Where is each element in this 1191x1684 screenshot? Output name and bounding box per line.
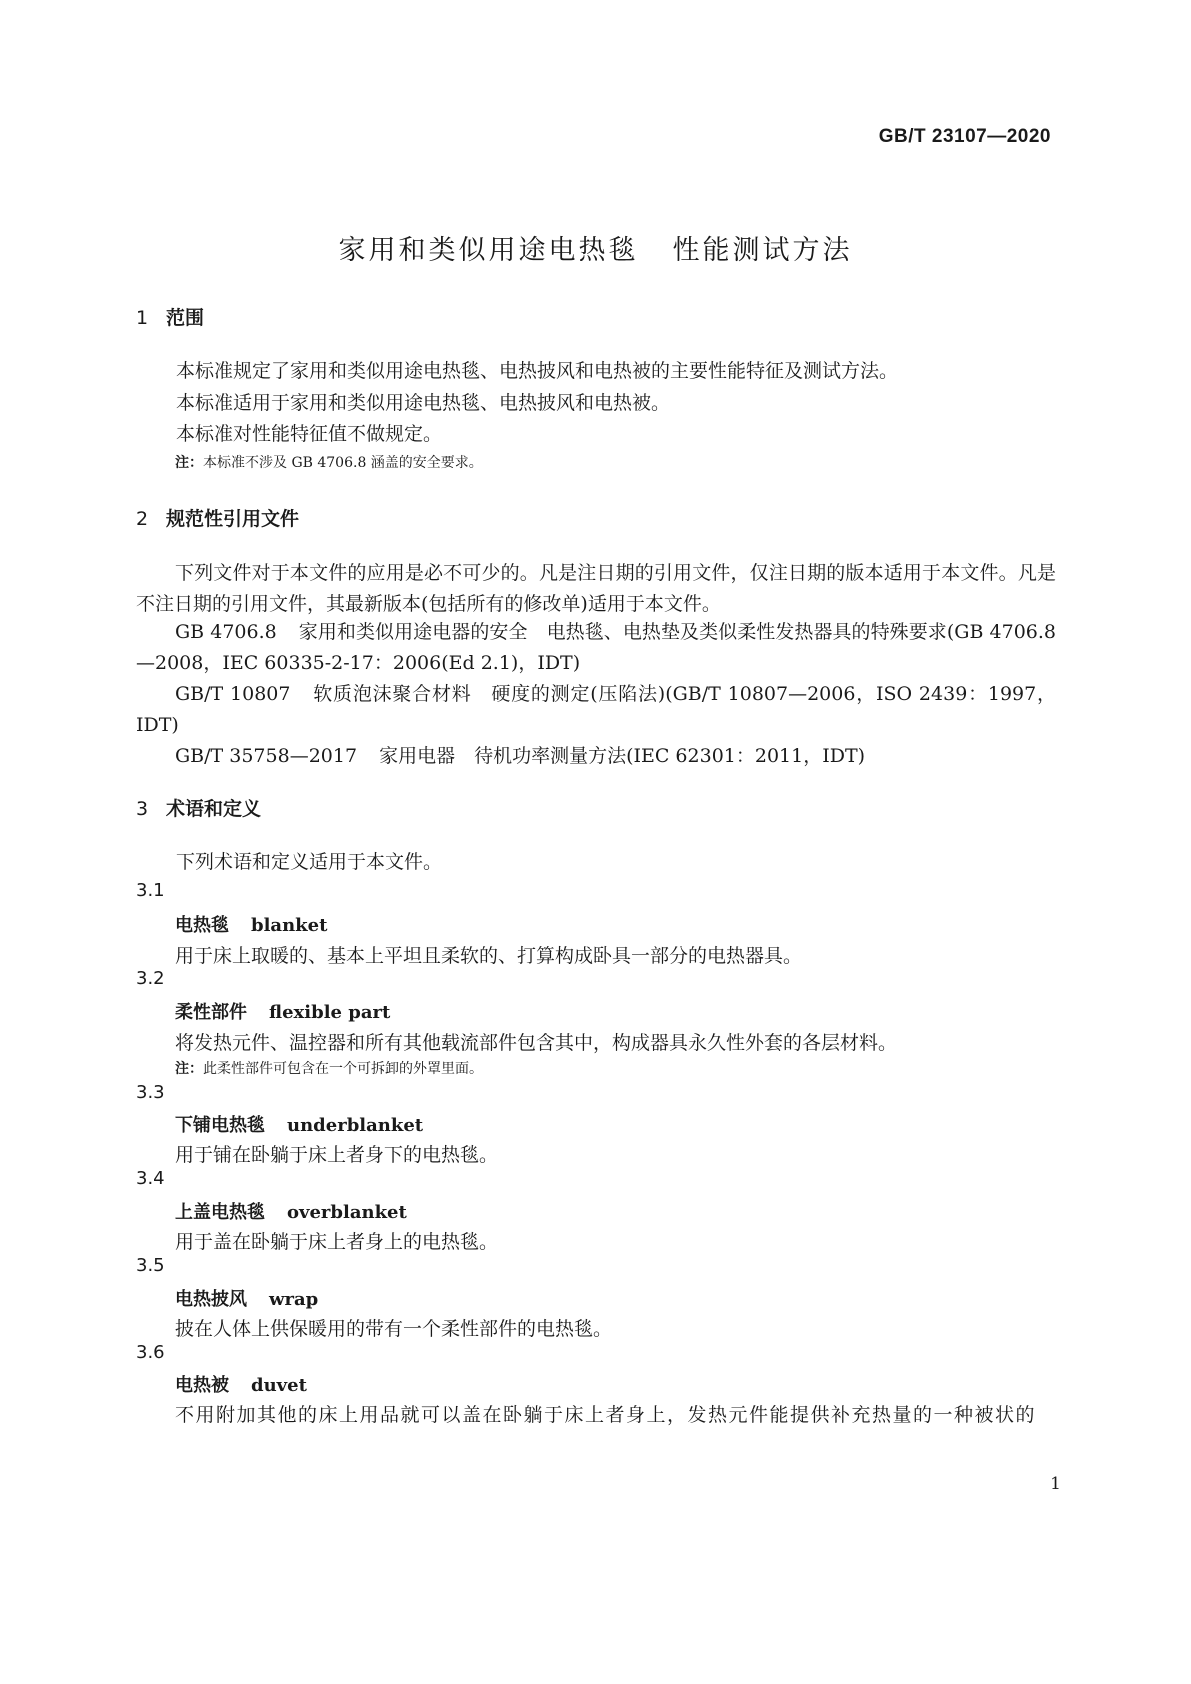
term-cn: 下铺电热毯	[175, 1115, 265, 1136]
note	[175, 1058, 483, 1078]
reference-item	[136, 617, 1056, 679]
term-en: wrap	[269, 1289, 319, 1310]
paragraph: 本标准规定了家用和类似用途电热毯、电热披风和电热被的主要性能特征及测试方法。	[176, 360, 899, 382]
term-number: 3.6	[136, 1342, 165, 1363]
standard-number: GB/T 23107—2020	[878, 126, 1051, 147]
term-en: duvet	[251, 1375, 307, 1396]
term-definition: 将发热元件、温控器和所有其他载流部件包含其中，构成器具永久性外套的各层材料。	[175, 1032, 898, 1054]
reference-item	[136, 679, 1056, 741]
note-text: 本标准不涉及 GB 4706.8 涵盖的安全要求。	[203, 455, 483, 471]
section-title: 范围	[166, 307, 205, 329]
term-en: flexible part	[269, 1002, 391, 1023]
note	[175, 452, 483, 472]
section-number: 1	[136, 307, 149, 329]
term-definition: 披在人体上供保暖用的带有一个柔性部件的电热毯。	[175, 1318, 613, 1340]
term-heading	[175, 1198, 407, 1224]
term-cn: 电热披风	[175, 1289, 247, 1310]
title-part-1: 家用和类似用途电热毯	[338, 235, 639, 266]
term-number: 3.2	[136, 968, 165, 989]
term-definition: 用于铺在卧躺于床上者身下的电热毯。	[175, 1144, 499, 1166]
term-cn: 电热毯	[175, 915, 229, 936]
term-cn: 上盖电热毯	[175, 1202, 265, 1223]
note-label: 注：	[175, 455, 203, 471]
paragraph: 本标准适用于家用和类似用途电热毯、电热披风和电热被。	[176, 392, 671, 414]
note-text: 此柔性部件可包含在一个可拆卸的外罩里面。	[203, 1061, 483, 1077]
reference-code: GB/T 35758—2017	[175, 745, 358, 767]
term-heading	[175, 1111, 423, 1137]
term-en: blanket	[251, 915, 328, 936]
section-3-heading	[136, 794, 261, 821]
section-2-heading	[136, 504, 299, 531]
term-heading	[175, 1285, 318, 1311]
term-number: 3.1	[136, 880, 165, 901]
section-number: 2	[136, 508, 149, 530]
term-number: 3.4	[136, 1168, 165, 1189]
section-title: 术语和定义	[166, 798, 262, 820]
term-cn: 电热被	[175, 1375, 229, 1396]
paragraph: 下列术语和定义适用于本文件。	[176, 851, 443, 873]
document-title	[0, 228, 1191, 267]
paragraph: 下列文件对于本文件的应用是必不可少的。凡是注日期的引用文件，仅注日期的版本适用于本文件。凡是不注日期的引用文件，其最新版本(包括所有的修改单)适用于本文件。	[136, 562, 1056, 615]
reference-title: 家用电器 待机功率测量方法(IEC 62301：2011，IDT)	[379, 745, 866, 767]
term-heading	[175, 1371, 307, 1397]
term-en: overblanket	[287, 1202, 407, 1223]
term-number: 3.3	[136, 1082, 165, 1103]
term-heading	[175, 911, 327, 937]
note-label: 注：	[175, 1061, 203, 1077]
term-definition: 不用附加其他的床上用品就可以盖在卧躺于床上者身上，发热元件能提供补充热量的一种被状的	[175, 1404, 1037, 1426]
term-en: underblanket	[287, 1115, 424, 1136]
reference-title: 软质泡沫聚合材料 硬度的测定(压陷法)(GB/T 10807—2006，ISO 2439：1997，IDT)	[136, 683, 1056, 736]
term-cn: 柔性部件	[175, 1002, 247, 1023]
section-number: 3	[136, 798, 149, 820]
page-number: 1	[1050, 1474, 1061, 1494]
title-part-2: 性能测试方法	[672, 235, 853, 266]
reference-code: GB/T 10807	[175, 683, 291, 705]
term-definition: 用于盖在卧躺于床上者身上的电热毯。	[175, 1231, 499, 1253]
term-number: 3.5	[136, 1255, 165, 1276]
section-title: 规范性引用文件	[166, 508, 300, 530]
term-definition: 用于床上取暖的、基本上平坦且柔软的、打算构成卧具一部分的电热器具。	[175, 945, 803, 967]
reference-code: GB 4706.8	[175, 621, 277, 643]
paragraph: 本标准对性能特征值不做规定。	[176, 423, 443, 445]
section-1-heading	[136, 303, 204, 330]
term-heading	[175, 998, 390, 1024]
reference-item	[136, 741, 1056, 772]
reference-title: 家用和类似用途电器的安全 电热毯、电热垫及类似柔性发热器具的特殊要求(GB 4706.8—2008，IEC 60335-2-17：2006(Ed 2.1)，IDT)	[136, 621, 1056, 674]
